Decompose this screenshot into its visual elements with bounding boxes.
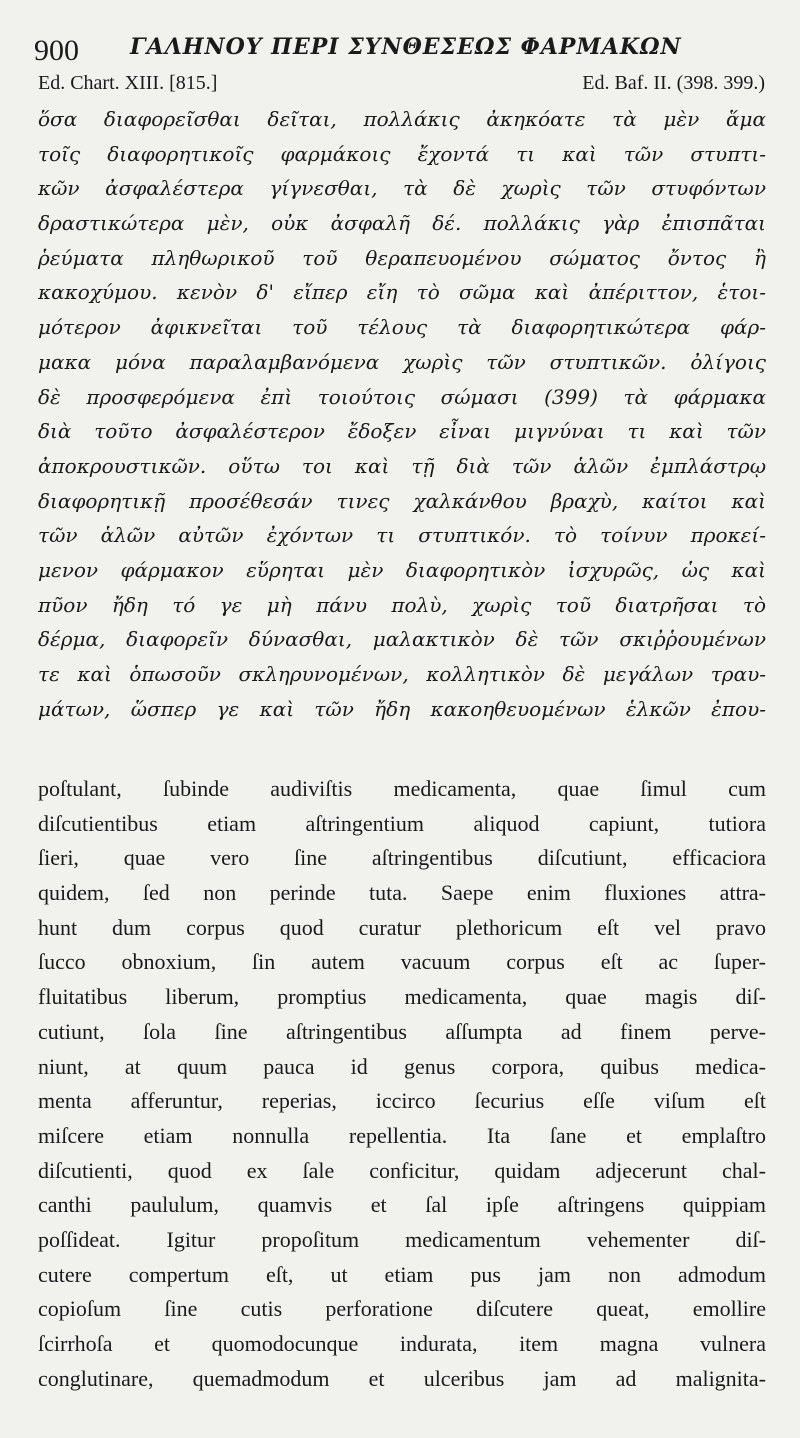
latin-text-line: poſtulant, ſubinde audiviſtis medicamenta, quae ſimul cum: [38, 776, 766, 801]
latin-text-block: [38, 772, 766, 1396]
latin-text-line: ſcirrhoſa et quomodocunque indurata, item magna vulnera: [38, 1331, 766, 1356]
greek-text-line: διαφορητικῇ προσέθεσάν τινες χαλκάνθου βραχὺ, καίτοι καὶ: [38, 488, 766, 513]
greek-text-line: ὅσα διαφορεῖσθαι δεῖται, πολλάκις ἀκηκόατε τὰ μὲν ἅμα: [38, 107, 766, 131]
latin-text-line: poſſideat. Igitur propoſitum medicamentum vehementer diſ-: [38, 1226, 766, 1252]
greek-text-line: κακοχύμου. κενὸν δ' εἴπερ εἴη τὸ σῶμα καὶ ἀπέριττον, ἑτοι-: [38, 280, 766, 305]
latin-text-line: hunt dum corpus quod curatur plethoricum eſt vel pravo: [38, 914, 766, 940]
greek-text-line: μενον φάρμακον εὕρηται μὲν διαφορητικὸν ἰσχυρῶς, ὡς καὶ: [38, 557, 766, 582]
greek-text-line: διὰ τοῦτο ἀσφαλέστερον ἔδοξεν εἶναι μιγνύναι τι καὶ τῶν: [38, 419, 766, 444]
greek-text-line: τοῖς διαφορητικοῖς φαρμάκοις ἔχοντά τι καὶ τῶν στυπτι-: [38, 141, 766, 166]
latin-text-line: ſucco obnoxium, ſin autem vacuum corpus eſt ac ſuper-: [38, 949, 766, 975]
latin-text-line: miſcere etiam nonnulla repellentia. Ita ſane et emplaſtro: [38, 1122, 766, 1148]
greek-text-block: [38, 102, 766, 726]
latin-text-line: cutere compertum eſt, ut etiam pus jam non admodum: [38, 1261, 766, 1287]
latin-text-line: fluitatibus liberum, promptius medicamenta, quae magis diſ-: [38, 984, 766, 1010]
page-number: 900: [34, 34, 79, 67]
page-header: [30, 30, 770, 70]
greek-text-line: πῦον ἤδη τό γε μὴ πάνυ πολὺ, χωρὶς τοῦ διατρῆσαι τὸ: [38, 592, 766, 617]
latin-text-line: copioſum ſine cutis perforatione diſcutere queat, emollire: [38, 1296, 766, 1322]
edition-chart-reference: Ed. Chart. XIII. [815.]: [38, 72, 218, 94]
latin-text-line: diſcutientibus etiam aſtringentium aliquod capiunt, tutiora: [38, 810, 766, 836]
latin-text-line: menta afferuntur, reperias, iccirco ſecurius eſſe viſum eſt: [38, 1088, 766, 1114]
greek-text-line: κῶν ἀσφαλέστερα γίγνεσθαι, τὰ δὲ χωρὶς τῶν στυφόντων: [38, 176, 766, 201]
latin-text-line: conglutinare, quemadmodum et ulceribus jam ad malignita-: [38, 1365, 766, 1391]
latin-text-line: cutiunt, ſola ſine aſtringentibus aſſumpta ad finem perve-: [38, 1018, 766, 1044]
latin-text-line: ſieri, quae vero ſine aſtringentibus diſcutiunt, efficaciora: [38, 845, 766, 871]
greek-text-line: μότερον ἀφικνεῖται τοῦ τέλους τὰ διαφορητικώτερα φάρ-: [38, 315, 766, 340]
greek-text-line: μάτων, ὥσπερ γε καὶ τῶν ἤδη κακοηθευομένων ἑλκῶν ἐπου-: [38, 696, 766, 721]
latin-text-line: quidem, ſed non perinde tuta. Saepe enim fluxiones attra-: [38, 880, 766, 906]
latin-text-line: diſcutienti, quod ex ſale conficitur, quidam adjecerunt chal-: [38, 1157, 766, 1183]
greek-text-line: δραστικώτερα μὲν, οὐκ ἀσφαλῆ δέ. πολλάκις γὰρ ἐπισπᾶται: [38, 211, 766, 236]
latin-text-line: canthi paululum, quamvis et ſal ipſe aſtringens quippiam: [38, 1192, 766, 1218]
edition-references: [38, 72, 765, 102]
running-title: ΓΑΛΗΝΟΥ ΠΕΡΙ ΣΥΝΘΕΣΕΩΣ ΦΑΡΜΑΚΩΝ: [130, 34, 682, 60]
greek-text-line: τῶν ἁλῶν αὐτῶν ἐχόντων τι στυπτικόν. τὸ τοίνυν προκεί-: [38, 523, 766, 548]
greek-text-line: δέρμα, διαφορεῖν δύνασθαι, μαλακτικὸν δὲ τῶν σκιῤῥουμένων: [38, 627, 766, 652]
greek-text-line: τε καὶ ὁπωσοῦν σκληρυνομένων, κολλητικὸν δὲ μεγάλων τραυ-: [38, 662, 766, 686]
latin-text-line: niunt, at quum pauca id genus corpora, quibus medica-: [38, 1053, 766, 1079]
greek-text-line: μακα μόνα παραλαμβανόμενα χωρὶς τῶν στυπτικῶν. ὀλίγοις: [38, 349, 766, 374]
greek-text-line: ἀποκρουστικῶν. οὕτω τοι καὶ τῇ διὰ τῶν ἁλῶν ἐμπλάστρῳ: [38, 453, 766, 478]
greek-text-line: δὲ προσφερόμενα ἐπὶ τοιούτοις σώμασι (399) τὰ φάρμακα: [38, 384, 766, 409]
greek-text-line: ῥεύματα πληθωρικοῦ τοῦ θεραπευομένου σώματος ὄντος ἢ: [38, 245, 766, 270]
edition-bas-reference: Ed. Baf. II. (398. 399.): [582, 72, 765, 94]
